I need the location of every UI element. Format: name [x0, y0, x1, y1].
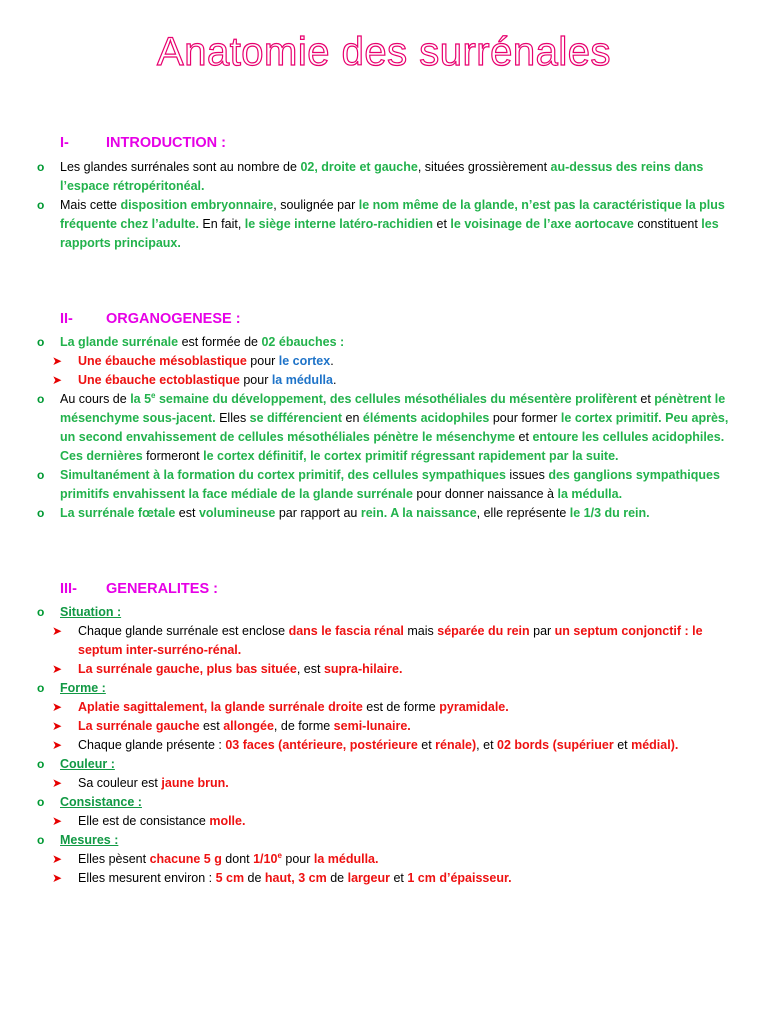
text-run: allongée: [223, 719, 274, 733]
text-run: pyramidale.: [439, 700, 509, 714]
section-number: II-: [60, 311, 73, 327]
paragraph-text: [78, 371, 336, 390]
section-number: III-: [60, 581, 77, 597]
list-item-continuation: [0, 177, 768, 196]
text-run: Sa couleur est: [78, 776, 162, 790]
text-run: 03 faces (antérieure, postérieure: [225, 738, 418, 752]
text-run: Une ébauche mésoblastique: [78, 354, 247, 368]
list-item: [0, 603, 768, 622]
paragraph-text: [78, 736, 678, 755]
text-run: et: [390, 871, 408, 885]
superscript: e: [277, 850, 282, 860]
text-run: pour: [281, 852, 314, 866]
paragraph-text: [78, 717, 411, 736]
text-run: semi-lunaire.: [333, 719, 411, 733]
text-run: , est: [296, 662, 324, 676]
sub-list-item: [0, 774, 768, 793]
bullet-icon: o: [37, 506, 45, 520]
text-run: Au cours de: [60, 392, 131, 406]
paragraph-text: [78, 660, 402, 679]
paragraph-text: [78, 698, 509, 717]
text-run: mésenchyme sous-jacent.: [60, 411, 216, 425]
text-run: issues: [505, 468, 549, 482]
text-run: .: [332, 373, 337, 387]
text-run: 02, droite et gauche: [300, 160, 418, 174]
paragraph-text: [60, 333, 344, 352]
text-run: , soulignée par: [273, 198, 359, 212]
paragraph-text: [60, 196, 725, 215]
text-run: est formée de: [178, 335, 262, 349]
arrow-bullet-icon: ➤: [52, 814, 63, 828]
list-item: [0, 158, 768, 177]
list-item-continuation: [0, 428, 768, 447]
text-run: entoure les cellules acidophiles.: [532, 430, 725, 444]
paragraph-text: [78, 869, 512, 888]
arrow-bullet-icon: ➤: [52, 719, 63, 733]
text-run: des ganglions sympathiques: [548, 468, 720, 482]
text-run: 5 cm: [215, 871, 245, 885]
subheading-consistance: Consistance :: [60, 795, 142, 809]
paragraph-text: [78, 622, 703, 641]
text-run: La surrénale gauche: [78, 719, 200, 733]
list-item: [0, 679, 768, 698]
list-item: [0, 755, 768, 774]
text-run: le siège interne latéro-rachidien: [244, 217, 434, 231]
page-title: Anatomie des surrénales: [157, 30, 611, 74]
section-title: INTRODUCTION :: [106, 135, 227, 151]
text-run: un second envahissement de cellules mésothéliales pénètre le mésenchyme: [60, 430, 516, 444]
text-run: dont: [221, 852, 254, 866]
arrow-bullet-icon: ➤: [52, 354, 63, 368]
arrow-bullet-icon: ➤: [52, 662, 63, 676]
paragraph-text: [60, 409, 728, 428]
text-run: les: [701, 217, 719, 231]
paragraph-text: [78, 812, 245, 831]
text-run: est de forme: [362, 700, 440, 714]
text-run: pénètrent le: [654, 392, 726, 406]
paragraph-text: [78, 352, 334, 371]
section-number: I-: [60, 135, 69, 151]
text-run: , situées grossièrement: [417, 160, 551, 174]
text-run: de: [326, 871, 348, 885]
paragraph-text: [60, 428, 724, 447]
arrow-bullet-icon: ➤: [52, 373, 63, 387]
text-run: la médulla: [271, 373, 333, 387]
text-run: pour: [246, 354, 279, 368]
text-run: la médulla.: [557, 487, 623, 501]
text-run: séparée du rein: [437, 624, 530, 638]
text-run: septum inter-surréno-rénal.: [78, 643, 242, 657]
text-run: volumineuse: [198, 506, 276, 520]
text-run: de: [244, 871, 265, 885]
text-run: Elles mesurent environ :: [78, 871, 216, 885]
section-heading-generalites: [60, 581, 218, 597]
section-title: ORGANOGENESE :: [106, 311, 241, 327]
text-run: Simultanément à la formation du cortex primitif, des cellules sympathiques: [60, 468, 506, 482]
text-run: Elles: [215, 411, 250, 425]
text-run: jaune brun.: [161, 776, 229, 790]
superscript: e: [151, 390, 156, 400]
text-run: La surrénale fœtale: [60, 506, 176, 520]
text-run: et: [515, 430, 533, 444]
paragraph-text: [60, 215, 719, 234]
text-run: haut, 3 cm: [264, 871, 327, 885]
arrow-bullet-icon: ➤: [52, 738, 63, 752]
list-item: [0, 466, 768, 485]
text-run: 02 ébauches :: [261, 335, 345, 349]
text-run: semaine du développement, des cellules mésothéliales du mésentère prolifèrent: [155, 392, 637, 406]
text-run: , et: [476, 738, 498, 752]
text-run: l’espace rétropéritonéal.: [60, 179, 205, 193]
text-run: constituent: [633, 217, 702, 231]
list-item-continuation: [0, 215, 768, 234]
paragraph-text: [60, 466, 720, 485]
text-run: 02 bords (supériuer: [497, 738, 614, 752]
text-run: Elles pèsent: [78, 852, 150, 866]
text-run: 1 cm d’épaisseur.: [407, 871, 512, 885]
text-run: la médulla.: [313, 852, 379, 866]
arrow-bullet-icon: ➤: [52, 624, 63, 638]
text-run: En fait,: [198, 217, 245, 231]
text-run: .: [330, 354, 334, 368]
bullet-icon: o: [37, 757, 45, 771]
sub-list-item: [0, 717, 768, 736]
list-item-continuation: [0, 409, 768, 428]
sub-list-item: [0, 660, 768, 679]
paragraph-text: [78, 774, 229, 793]
text-run: et: [613, 738, 632, 752]
subheading-forme: Forme :: [60, 681, 106, 695]
list-item: [0, 390, 768, 409]
text-run: dans le fascia rénal: [288, 624, 404, 638]
text-run: mais: [403, 624, 438, 638]
paragraph-text: [60, 447, 619, 466]
list-item-continuation: [0, 447, 768, 466]
arrow-bullet-icon: ➤: [52, 852, 63, 866]
text-run: Les glandes surrénales sont au nombre de: [60, 160, 301, 174]
section-title: GENERALITES :: [106, 581, 218, 597]
text-run: disposition embryonnaire: [120, 198, 274, 212]
text-run: , de forme: [273, 719, 334, 733]
list-item-continuation: [0, 485, 768, 504]
sub-list-item: [0, 352, 768, 371]
text-run: rein. A la naissance: [360, 506, 477, 520]
paragraph-text: [60, 158, 703, 177]
paragraph-text: [60, 485, 622, 504]
bullet-icon: o: [37, 795, 45, 809]
text-run: le cortex définitif, le cortex primitif régressant rapidement par la suite.: [203, 449, 619, 463]
arrow-bullet-icon: ➤: [52, 871, 63, 885]
bullet-icon: o: [37, 160, 45, 174]
paragraph-text: [60, 390, 725, 409]
text-run: rapports principaux.: [60, 236, 181, 250]
subheading-mesures: Mesures :: [60, 833, 119, 847]
text-run: Mais cette: [60, 198, 121, 212]
text-run: fréquente chez l’adulte.: [60, 217, 199, 231]
text-run: Ces dernières: [60, 449, 143, 463]
sub-list-item: [0, 622, 768, 641]
text-run: est: [175, 506, 199, 520]
text-run: primitifs envahissent la face médiale de la glande surrénale: [60, 487, 413, 501]
text-run: Une ébauche ectoblastique: [78, 373, 240, 387]
paragraph-text: [78, 850, 378, 869]
text-run: le nom même de la glande, n’est pas la caractéristique la plus: [358, 198, 725, 212]
text-run: La surrénale gauche, plus bas située: [78, 662, 297, 676]
text-run: est: [199, 719, 224, 733]
text-run: Aplatie sagittalement, la glande surrénale droite: [78, 700, 363, 714]
text-run: pour: [239, 373, 272, 387]
text-run: par rapport au: [275, 506, 361, 520]
sub-list-item: [0, 869, 768, 888]
bullet-icon: o: [37, 681, 45, 695]
bullet-icon: o: [37, 198, 45, 212]
arrow-bullet-icon: ➤: [52, 776, 63, 790]
text-run: largeur: [347, 871, 390, 885]
text-run: Chaque glande surrénale est enclose: [78, 624, 289, 638]
list-item-continuation: [0, 234, 768, 253]
text-run: le voisinage de l’axe aortocave: [450, 217, 634, 231]
text-run: et: [636, 392, 655, 406]
text-run: 1/10: [253, 852, 278, 866]
sub-list-item: [0, 698, 768, 717]
text-run: supra-hilaire.: [323, 662, 403, 676]
text-run: au-dessus des reins dans: [550, 160, 704, 174]
sub-list-item: [0, 812, 768, 831]
text-run: par: [529, 624, 555, 638]
text-run: rénale): [435, 738, 477, 752]
section-heading-introduction: [60, 135, 226, 151]
bullet-icon: o: [37, 833, 45, 847]
text-run: chacune 5 g: [149, 852, 222, 866]
list-item: [0, 793, 768, 812]
text-run: , elle représente: [476, 506, 570, 520]
bullet-icon: o: [37, 468, 45, 482]
text-run: médial).: [631, 738, 679, 752]
text-run: la 5: [130, 392, 152, 406]
sub-list-item: [0, 736, 768, 755]
list-item: [0, 196, 768, 215]
list-item: [0, 831, 768, 850]
sub-list-item: [0, 850, 768, 869]
text-run: le cortex primitif. Peu après,: [560, 411, 729, 425]
section-heading-organogenese: [60, 311, 241, 327]
text-run: pour former: [489, 411, 561, 425]
text-run: se différencient: [249, 411, 343, 425]
subheading-couleur: Couleur :: [60, 757, 115, 771]
sub-list-item: [0, 371, 768, 390]
text-run: formeront: [142, 449, 204, 463]
list-item: [0, 333, 768, 352]
bullet-icon: o: [37, 335, 45, 349]
text-run: en: [342, 411, 363, 425]
text-run: Chaque glande présente :: [78, 738, 226, 752]
bullet-icon: o: [37, 605, 45, 619]
paragraph-text: [60, 504, 650, 523]
bullet-icon: o: [37, 392, 45, 406]
text-run: molle.: [209, 814, 246, 828]
text-run: pour donner naissance à: [412, 487, 558, 501]
text-run: éléments acidophiles: [362, 411, 490, 425]
subheading-situation: Situation :: [60, 605, 122, 619]
text-run: et: [417, 738, 436, 752]
text-run: le cortex: [278, 354, 331, 368]
text-run: le 1/3 du rein.: [569, 506, 650, 520]
text-run: un septum conjonctif : le: [554, 624, 703, 638]
text-run: et: [433, 217, 451, 231]
arrow-bullet-icon: ➤: [52, 700, 63, 714]
sub-list-item-continuation: [0, 641, 768, 660]
list-item: [0, 504, 768, 523]
text-run: La glande surrénale: [60, 335, 179, 349]
text-run: Elle est de consistance: [78, 814, 210, 828]
